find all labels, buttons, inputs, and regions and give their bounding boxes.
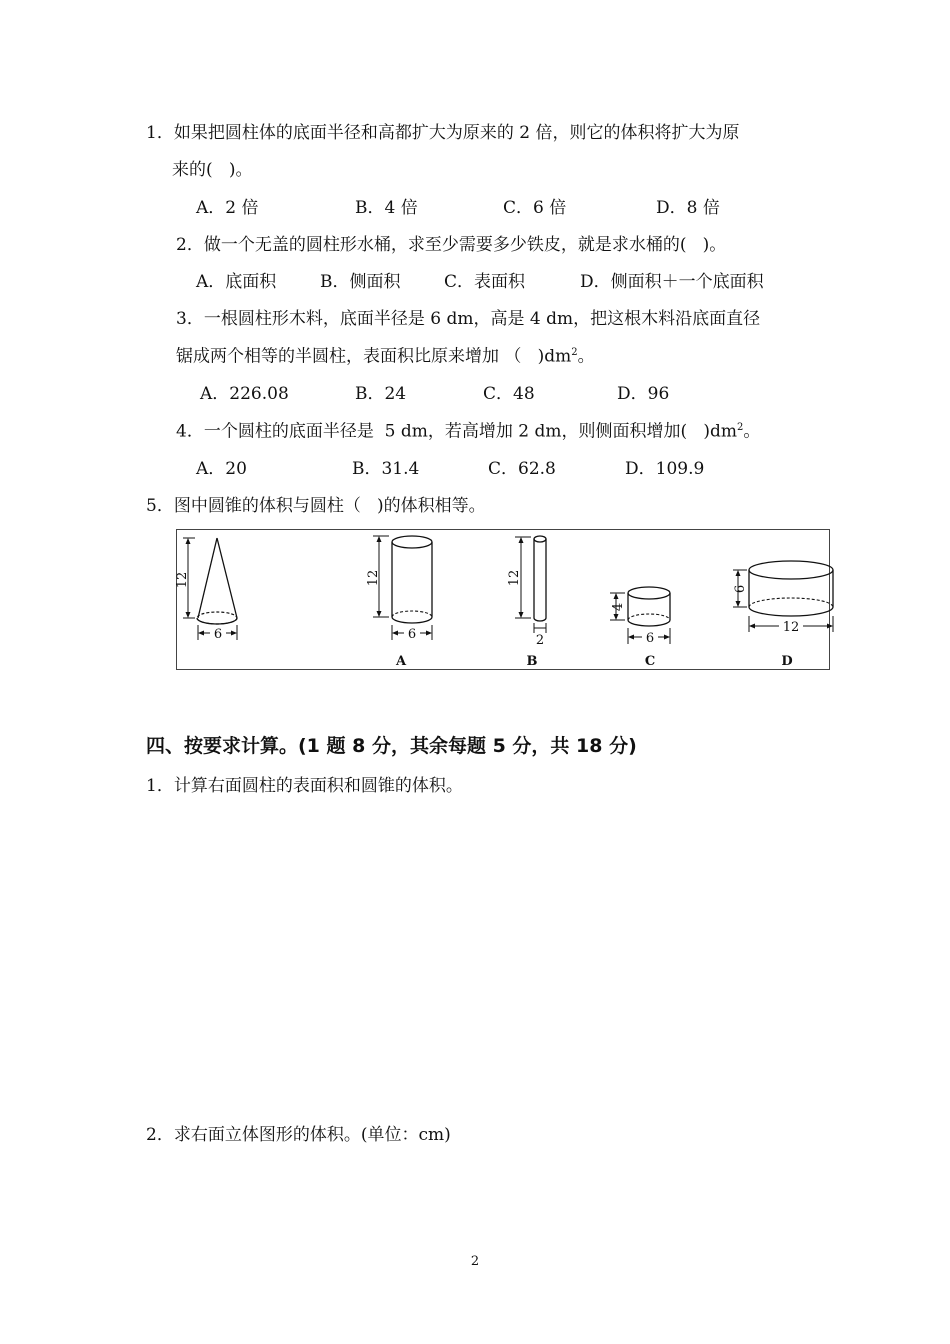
cylinder-c-shape <box>610 587 670 644</box>
q4-option-b: B．31.4 <box>352 459 420 479</box>
cone-diameter-label: 6 <box>213 627 223 642</box>
cylinder-a-shape <box>373 536 432 640</box>
q3-option-a: A．226.08 <box>200 384 289 404</box>
q1-option-b: B．4 倍 <box>355 198 418 218</box>
q1-line1: 1．如果把圆柱体的底面半径和高都扩大为原来的 2 倍，则它的体积将扩大为原 <box>146 123 740 143</box>
solids-figure <box>176 529 830 670</box>
cone-shape <box>183 538 237 640</box>
cylinder-b-height-label: 12 <box>507 569 522 587</box>
cylinder-c-label: C <box>644 654 656 669</box>
q1-line2: 来的( )。 <box>172 160 253 180</box>
q1-option-d: D．8 倍 <box>656 198 720 218</box>
q2-line1: 2．做一个无盖的圆柱形水桶，求至少需要多少铁皮，就是求水桶的( )。 <box>176 235 727 255</box>
cylinder-d-label: D <box>781 654 793 669</box>
q1-option-a: A．2 倍 <box>196 198 259 218</box>
q4-option-a: A．20 <box>196 459 247 479</box>
q3-unit-superscript: 2 <box>571 347 578 358</box>
q1-option-c: C．6 倍 <box>503 198 567 218</box>
q5-line1: 5．图中圆锥的体积与圆柱（ )的体积相等。 <box>146 496 486 516</box>
cylinder-b-label: B <box>526 654 538 669</box>
section4-heading: 四、按要求计算。(1 题 8 分，其余每题 5 分，共 18 分) <box>146 735 637 757</box>
cylinder-c-diameter-label: 6 <box>645 631 655 646</box>
q4-line1 <box>176 423 760 441</box>
q3-line1: 3．一根圆柱形木料，底面半径是 6 dm，高是 4 dm，把这根木料沿底面直径 <box>176 309 761 329</box>
q4-line1-text: 4．一个圆柱的底面半径是 5 dm，若高增加 2 dm，则侧面积增加( )dm <box>176 421 737 442</box>
q3-option-c: C．48 <box>483 384 535 404</box>
section4-q1: 1．计算右面圆柱的表面积和圆锥的体积。 <box>146 776 463 796</box>
cylinder-a-height-label: 12 <box>366 569 381 587</box>
cylinder-c-height-label: 4 <box>611 602 626 612</box>
q2-option-d: D．侧面积＋一个底面积 <box>580 272 764 292</box>
cylinder-d-diameter-label: 12 <box>782 620 800 635</box>
cylinder-a-label: A <box>395 654 407 669</box>
q4-line1-end: 。 <box>743 421 761 442</box>
q4-unit-superscript: 2 <box>736 422 744 433</box>
cylinder-a-diameter-label: 6 <box>407 627 417 642</box>
q3-option-b: B．24 <box>355 384 407 404</box>
q3-line2-end: 。 <box>577 346 595 367</box>
cylinder-d-height-label: 6 <box>733 584 748 594</box>
solids-figure-svg <box>177 530 831 671</box>
cylinder-b-diameter-label: 2 <box>535 633 545 648</box>
q4-option-c: C．62.8 <box>488 459 556 479</box>
cone-height-label: 12 <box>175 571 190 589</box>
q3-line2 <box>176 348 595 366</box>
q2-option-c: C．表面积 <box>444 272 526 292</box>
section4-q2: 2．求右面立体图形的体积。(单位：cm) <box>146 1125 451 1145</box>
q2-option-a: A．底面积 <box>196 272 277 292</box>
q4-option-d: D．109.9 <box>625 459 705 479</box>
q3-line2-text: 锯成两个相等的半圆柱，表面积比原来增加 （ )dm <box>176 346 572 367</box>
page-number: 2 <box>470 1254 480 1269</box>
q3-option-d: D．96 <box>617 384 670 404</box>
q2-option-b: B．侧面积 <box>320 272 401 292</box>
